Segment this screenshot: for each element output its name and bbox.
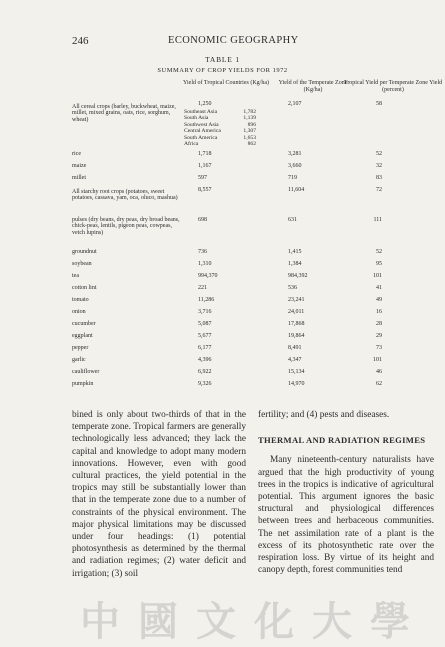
tropical-yield: 5,677 — [198, 333, 212, 339]
temperate-yield: 3,660 — [288, 163, 302, 169]
yield-ratio: 46 — [376, 369, 382, 375]
temperate-yield: 14,970 — [288, 381, 305, 387]
crop-name: onion — [72, 309, 86, 315]
yield-ratio: 52 — [376, 151, 382, 157]
region-breakdown — [184, 109, 256, 147]
temperate-yield: 1,384 — [288, 261, 302, 267]
region-value: 1,307 — [243, 128, 256, 135]
tropical-yield: 5,087 — [198, 321, 212, 327]
crop-name: pumpkin — [72, 381, 94, 387]
yield-ratio: 58 — [376, 101, 382, 107]
temperate-yield: 536 — [288, 285, 297, 291]
temperate-yield: 11,604 — [288, 187, 305, 193]
temperate-yield: 3,281 — [288, 151, 302, 157]
temperate-yield: 19,864 — [288, 333, 305, 339]
tropical-yield: 6,177 — [198, 345, 212, 351]
region-name: Africa — [184, 141, 199, 148]
tropical-yield: 1,250 — [198, 101, 212, 107]
crop-name: maize — [72, 163, 87, 169]
tropical-yield: 9,326 — [198, 381, 212, 387]
yield-ratio: 111 — [373, 217, 382, 223]
region-value: 896 — [247, 121, 256, 128]
section-heading: THERMAL AND RADIATION REGIMES — [258, 435, 426, 446]
crop-name: pepper — [72, 345, 89, 351]
crop-name: soybean — [72, 261, 92, 267]
yield-ratio: 41 — [376, 285, 382, 291]
yield-ratio: 16 — [376, 309, 382, 315]
temperate-yield: 984,392 — [288, 273, 308, 279]
crop-name: cucumber — [72, 321, 96, 327]
temperate-yield: 24,011 — [288, 309, 305, 315]
tropical-yield: 994,370 — [198, 273, 218, 279]
region-name: South Asia — [184, 115, 209, 122]
yield-ratio: 62 — [376, 381, 382, 387]
crop-name: tea — [72, 273, 79, 279]
crop-name: cotton lint — [72, 285, 97, 291]
crop-name: groundnut — [72, 249, 97, 255]
column-header-ratio: Tropical Yield per Temperate Zone Yield (percent) — [343, 80, 443, 93]
yield-ratio: 52 — [376, 249, 382, 255]
temperate-yield: 15,134 — [288, 369, 305, 375]
crop-name: All starchy root crops (potatoes, sweet potatoes, cassava, yam, oca, oluco, mashua) — [72, 189, 178, 202]
body-paragraph: Many nineteenth-century naturalists have argued that the high productivity of young trees in the tropics is indicative of agricultural potential. This argument ignores the basic structural and physiological differences between trees and herbaceous communities. The net assimilation rate of a plant is the excess of its photosynthetic rate over the respiration loss. By virtue of its height and canopy depth, forest communities tend — [258, 455, 434, 576]
column-header-tropical: Yield of Tropical Countries (Kg/ha) — [183, 80, 269, 86]
running-title: ECONOMIC GEOGRAPHY — [168, 35, 299, 46]
tropical-yield: 4,396 — [198, 357, 212, 363]
yield-ratio: 101 — [373, 273, 382, 279]
tropical-yield: 6,922 — [198, 369, 212, 375]
crop-name: millet — [72, 175, 86, 181]
yield-ratio: 95 — [376, 261, 382, 267]
page-number: 246 — [72, 35, 89, 47]
temperate-yield: 2,107 — [288, 101, 302, 107]
region-name: Southeast Asia — [184, 109, 218, 115]
crop-name: eggplant — [72, 333, 93, 339]
yield-ratio: 32 — [376, 163, 382, 169]
region-value: 1,653 — [243, 134, 256, 141]
yield-ratio: 83 — [376, 175, 382, 181]
temperate-yield: 4,347 — [288, 357, 302, 363]
yield-ratio: 29 — [376, 333, 382, 339]
crop-name: garlic — [72, 357, 86, 363]
yield-ratio: 72 — [376, 187, 382, 193]
tropical-yield: 1,167 — [198, 163, 212, 169]
tropical-yield: 1,310 — [198, 261, 212, 267]
tropical-yield: 3,716 — [198, 309, 212, 315]
region-value: 862 — [247, 141, 256, 148]
crop-name: cauliflower — [72, 369, 100, 375]
tropical-yield: 1,718 — [198, 151, 212, 157]
column-header-temperate: Yield of the Temperate Zone (Kg/ha) — [278, 80, 348, 93]
tropical-yield: 11,286 — [198, 297, 215, 303]
tropical-yield: 221 — [198, 285, 207, 291]
body-column-left — [72, 409, 246, 580]
crop-name: rice — [72, 151, 81, 157]
temperate-yield: 17,868 — [288, 321, 305, 327]
temperate-yield: 8,491 — [288, 345, 302, 351]
crop-name: tomato — [72, 297, 89, 303]
table-caption: SUMMARY OF CROP YIELDS FOR 1972 — [157, 67, 288, 74]
region-value: 1,782 — [243, 109, 256, 115]
body-column-right — [258, 409, 434, 576]
tropical-yield: 8,557 — [198, 187, 212, 193]
region-name: Central America — [184, 128, 221, 135]
region-row — [184, 141, 256, 147]
temperate-yield: 23,241 — [288, 297, 305, 303]
region-value: 1,139 — [243, 115, 256, 122]
region-name: Southwest Asia — [184, 121, 219, 128]
crop-name: All cereal crops (barley, buckwheat, maize, millet, mixed grains, oats, rice, sorghum, wheat) — [72, 104, 176, 123]
region-name: South America — [184, 134, 218, 141]
body-paragraph: fertility; and (4) pests and diseases. — [258, 410, 390, 420]
tropical-yield: 698 — [198, 217, 207, 223]
yield-ratio: 49 — [376, 297, 382, 303]
table-number: TABLE 1 — [205, 55, 240, 64]
body-paragraph: bined is only about two-thirds of that in the temperate zone. Tropical farmers are generally technologically less advanced; they lack the capital and knowledge to adopt many modern innovations. However, even with good cultural practices, the yield potential in the tropics may still be substantially lower than that in the temperate zone due to a number of constraints of the physical environment. The major physical limitations may be discussed under four headings: (1) potential photosynthesis as determined by the thermal and radiation regimes; (2) water deficit and irrigation; (3) soil — [72, 410, 246, 579]
yield-ratio: 101 — [373, 357, 382, 363]
crop-name: pulses (dry beans, dry peas, dry broad beans, chick-peas, lentils, pigeon peas, cowpeas, vetch lupins) — [72, 217, 180, 236]
library-watermark: 中國文化大學 — [80, 599, 428, 645]
temperate-yield: 631 — [288, 217, 297, 223]
tropical-yield: 597 — [198, 175, 207, 181]
temperate-yield: 719 — [288, 175, 297, 181]
yield-ratio: 28 — [376, 321, 382, 327]
temperate-yield: 1,415 — [288, 249, 302, 255]
tropical-yield: 736 — [198, 249, 207, 255]
yield-ratio: 73 — [376, 345, 382, 351]
